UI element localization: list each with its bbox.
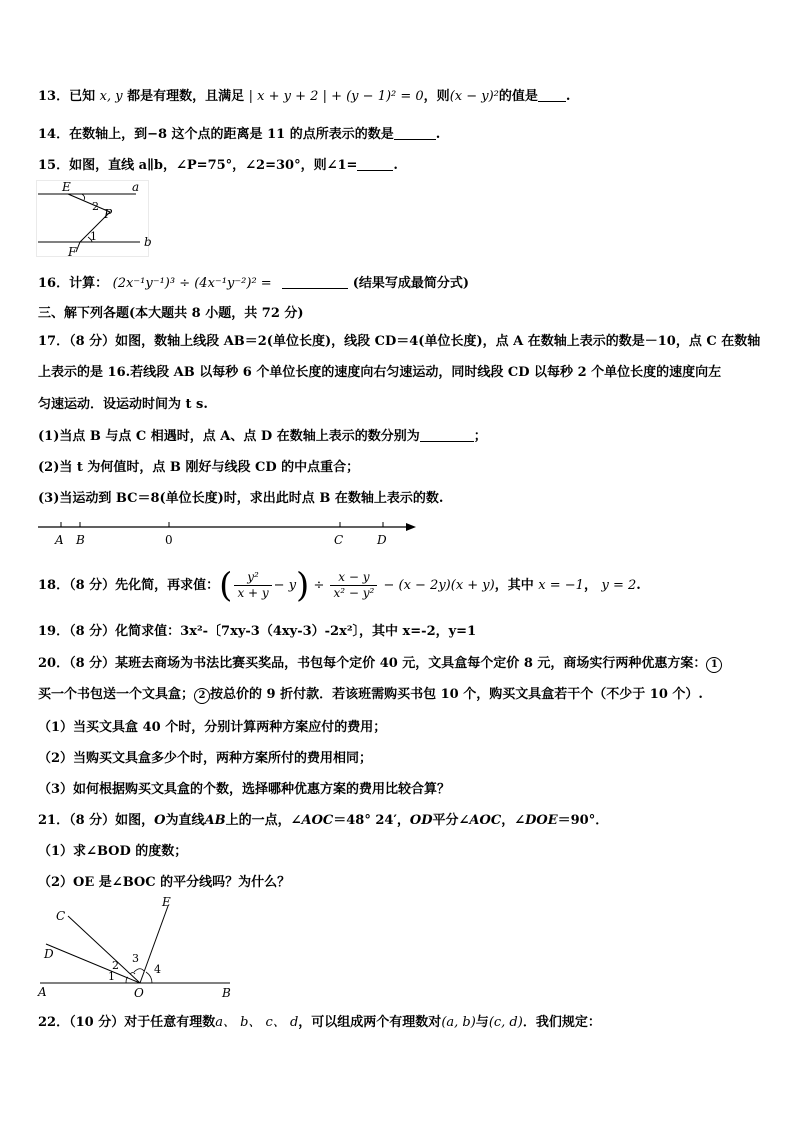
angle-4-arc <box>146 972 152 983</box>
label-e: E <box>62 180 71 194</box>
q16-text: 16．计算： <box>38 276 109 291</box>
label-f: F <box>68 245 77 259</box>
q22-pair2: (c, d) <box>488 1015 523 1030</box>
q17-number-line <box>36 516 420 550</box>
label-a: A <box>55 533 64 547</box>
label-c: C <box>56 909 66 923</box>
label-d: D <box>377 533 387 547</box>
q14-end: . <box>435 127 441 142</box>
q16-expression: (2x⁻¹y⁻¹)³ ÷ (4x⁻¹y⁻²)² = <box>112 276 272 291</box>
q21-text7: ＝90°． <box>557 813 609 828</box>
q17-part3: (3)当运动到 BC＝8(单位长度)时，求出此时点 B 在数轴上表示的数. <box>38 491 444 506</box>
section-heading: 三、解下列各题(本大题共 8 小题，共 72 分) <box>38 306 304 321</box>
q13-text3: ，则 <box>423 89 450 104</box>
q20-line2 <box>38 686 703 704</box>
label-zero: 0 <box>165 533 173 547</box>
axis-arrow <box>406 523 416 531</box>
q13-equation: | x + y + 2 | + (y − 1)² = 0 <box>248 89 424 104</box>
label-c: C <box>334 533 344 547</box>
q13-text4: 的值是 <box>498 89 538 104</box>
q21-od: OD <box>409 813 433 828</box>
question-16 <box>38 275 469 293</box>
q20-part2: （2）当购买文具盒多少个时，两种方案所付的费用相同； <box>38 751 373 766</box>
q21-ab: AB <box>204 813 226 828</box>
angle-2-arc <box>130 973 135 975</box>
label-angle-1: 1 <box>108 970 115 983</box>
q13-number: 13． <box>38 89 70 104</box>
question-14 <box>38 126 440 144</box>
q20-plan1: 买一个书包送一个文具盒； <box>38 687 195 702</box>
q15-figure <box>36 180 154 260</box>
q17-part2: (2)当 t 为何值时，点 B 刚好与线段 CD 的中点重合； <box>38 460 360 475</box>
question-18: 18．（8 分）先化简，再求值：( $\frac{\text{y²}}{x + y}$ − y) ÷ $\frac{x - y}{\text{x² − y²}}$ − (x − 2y)(x + y)，其中 x = −1， y = 2. <box>38 565 641 606</box>
q21-text6: ，∠ <box>501 813 526 828</box>
question-21 <box>38 812 608 830</box>
label-angle-2: 2 <box>112 959 119 972</box>
angle-3-arc <box>134 969 144 972</box>
q20-line1 <box>38 655 722 673</box>
question-19: 19．（8 分）化简求值：3x²-〔7xy-3（4xy-3）-2x²〕，其中 x=-2，y=1 <box>38 624 477 639</box>
answer-blank[interactable] <box>282 275 348 289</box>
label-e: E <box>162 895 171 909</box>
circled-2: 2 <box>194 688 210 704</box>
q20-text: 20．（8 分）某班去商场为书法比赛买奖品，书包每个定价 40 元，文具盒每个定价 8 元，商场实行两种优惠方案： <box>38 656 707 671</box>
answer-blank[interactable] <box>357 157 393 171</box>
label-angle-2: 2 <box>92 200 99 213</box>
q21-part1: （1）求∠BOD 的度数； <box>38 844 188 859</box>
segment-f <box>76 242 80 252</box>
q21-text3: 上的一点，∠ <box>225 813 302 828</box>
q21-o: O <box>154 813 166 828</box>
q15-text: 15．如图，直线 a∥b，∠P=75°，∠2=30°，则∠1= <box>38 158 358 173</box>
label-d: D <box>44 947 54 961</box>
q18-y-value: y = 2 <box>601 578 637 593</box>
q17-part1-text: (1)当点 B 与点 C 相遇时，点 A、点 D 在数轴上表示的数分别为 <box>38 429 420 444</box>
q13-text: 已知 <box>69 89 96 104</box>
label-a: a <box>132 180 140 194</box>
q21-text4: ＝48° 24′， <box>333 813 410 828</box>
q13-text2: 都是有理数，且满足 <box>127 89 245 104</box>
q21-text: 21．（8 分）如图， <box>38 813 155 828</box>
q21-part2: （2）OE 是∠BOC 的平分线吗？为什么？ <box>38 875 291 890</box>
q15-end: . <box>393 158 398 173</box>
label-b: B <box>76 533 85 547</box>
label-p: P <box>104 207 113 221</box>
question-13 <box>38 88 570 106</box>
q21-figure <box>34 892 244 1004</box>
q22-text4: ．我们规定： <box>522 1015 601 1030</box>
q22-text2: ，可以组成两个有理数对 <box>298 1015 442 1030</box>
label-o: O <box>134 986 144 1000</box>
q22-vars: a、 b、 c、 d <box>215 1015 299 1030</box>
label-angle-4: 4 <box>154 963 161 976</box>
q20-part3: （3）如何根据购买文具盒的个数，选择哪种优惠方案的费用比较合算？ <box>38 782 451 797</box>
q21-text2: 为直线 <box>165 813 205 828</box>
circled-1: 1 <box>706 657 722 673</box>
q17-line3: 匀速运动．设运动时间为 t s. <box>38 397 208 412</box>
answer-blank[interactable] <box>420 428 474 442</box>
q20-part1: （1）当买文具盒 40 个时，分别计算两种方案应付的费用； <box>38 720 387 735</box>
q21-aoc: AOC <box>301 813 334 828</box>
label-angle-3: 3 <box>132 952 139 965</box>
question-15 <box>38 157 398 175</box>
q17-part1 <box>38 428 487 446</box>
answer-blank[interactable] <box>538 88 566 102</box>
q20-plan2: 按总价的 9 折付款．若该班需购买书包 10 个，购买文具盒若干个（不少于 10 个）. <box>210 687 703 702</box>
label-angle-1: 1 <box>90 230 97 243</box>
label-a: A <box>38 985 47 999</box>
q21-doe: DOE <box>525 813 558 828</box>
ray-od <box>46 944 140 983</box>
q18-expression: ( $\frac{\text{y²}}{x + y}$ − y) ÷ $\frac{x - y}{\text{x² − y²}}$ − (x − 2y)(x + y) <box>219 565 495 606</box>
q17-part1-end: ； <box>473 429 487 444</box>
q18-end: . <box>636 578 641 593</box>
q22-pair1: (a, b) <box>441 1015 476 1030</box>
q18-text2: ，其中 <box>494 578 534 593</box>
angle-2-arc <box>82 194 85 200</box>
answer-blank[interactable] <box>394 126 436 140</box>
question-22 <box>38 1014 601 1032</box>
q17-line2: 上表示的是 16.若线段 AB 以每秒 6 个单位长度的速度向右匀速运动，同时线段 CD 以每秒 2 个单位长度的速度向左 <box>38 365 722 380</box>
label-b: b <box>144 235 152 249</box>
label-b: B <box>222 986 231 1000</box>
q13-vars: x, y <box>99 89 123 104</box>
q22-text: 22．（10 分）对于任意有理数 <box>38 1015 216 1030</box>
q16-note: (结果写成最简分式) <box>352 276 470 291</box>
q21-text5: 平分∠ <box>432 813 470 828</box>
q21-aoc2: AOC <box>469 813 502 828</box>
ray-oc <box>68 916 140 983</box>
q18-x-value: x = −1 <box>538 578 584 593</box>
q18-text: 18．（8 分）先化简，再求值： <box>38 578 220 593</box>
q17-line1: 17．（8 分）如图，数轴上线段 AB＝2(单位长度)，线段 CD＝4(单位长度)，点 A 在数轴上表示的数是－10，点 C 在数轴 <box>38 334 761 349</box>
q14-text: 14．在数轴上，到−8 这个点的距离是 11 的点所表示的数是 <box>38 127 394 142</box>
q13-expression: (x − y)² <box>449 89 499 104</box>
q13-end: . <box>565 89 571 104</box>
q22-text3: 与 <box>475 1015 489 1030</box>
